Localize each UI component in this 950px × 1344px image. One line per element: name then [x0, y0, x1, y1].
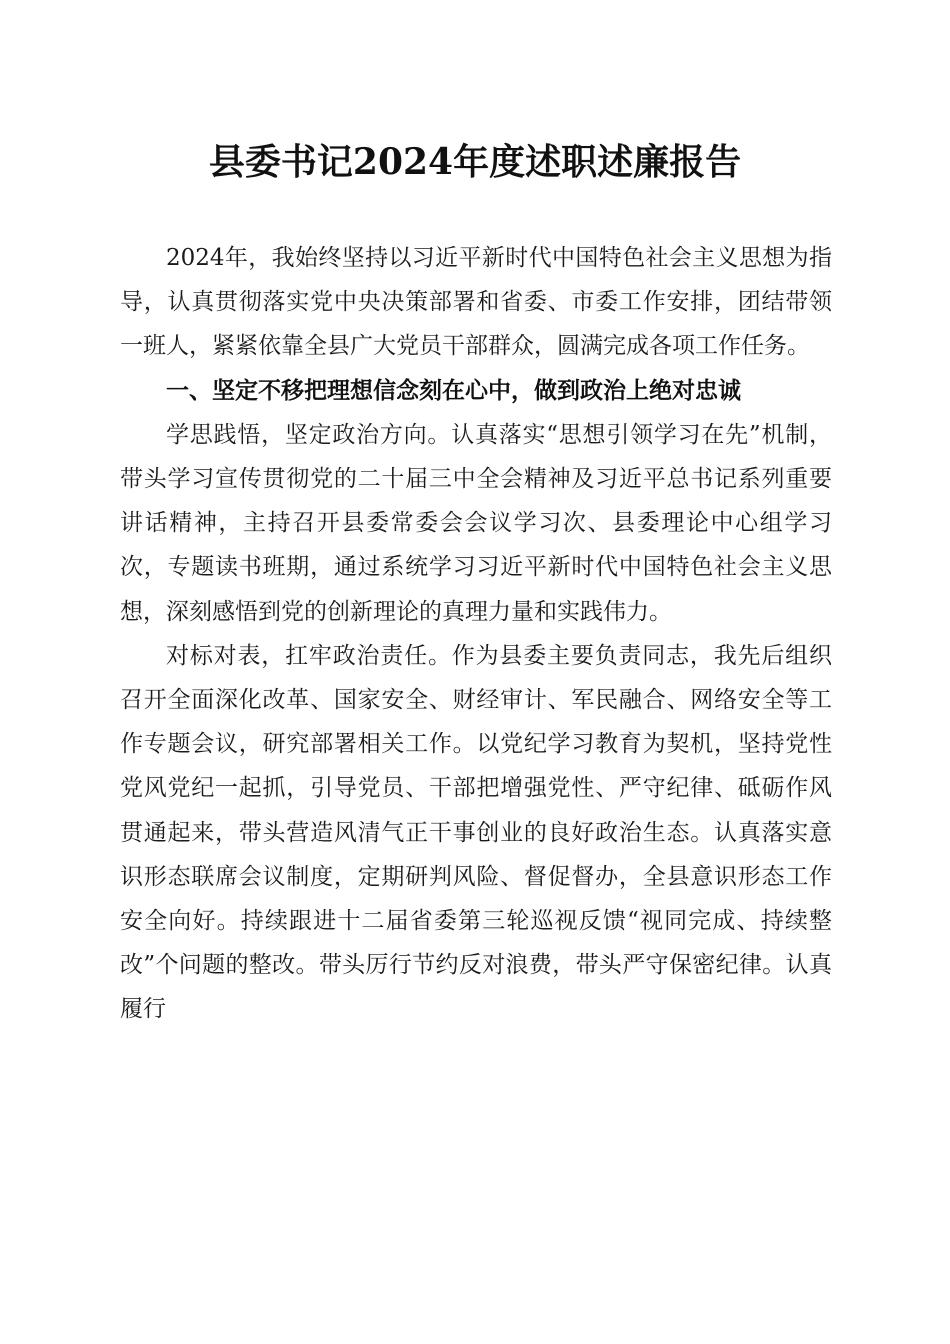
- section-heading: 一、坚定不移把理想信念刻在心中，做到政治上绝对忠诚: [166, 377, 741, 404]
- document-title: 县委书记2024年度述职述廉报告: [208, 141, 742, 183]
- paragraph: 对标对表，扛牢政治责任。作为县委主要负责同志，我先后组织召开全面深化改革、国家安全、财经审计、军民融合、网络安全等工作专题会议，研究部署相关工作。以党纪学习教育为契机，坚持党性党风党纪一起抓，引导党员、干部把增强党性、严守纪律、砥砺作风贯通起来，带头营造风清气正干事创业的良好政治生态。认真落实意识形态联席会议制度，定期研判风险、督促督办，全县意识形态工作安全向好。持续跟进十二届省委第三轮巡视反馈“视同完成、持续整改”个问题的整改。带头厉行节约反对浪费，带头严守保密纪律。认真履行: [120, 642, 832, 1023]
- paragraph: 学思践悟，坚定政治方向。认真落实“思想引领学习在先”机制，带头学习宣传贯彻党的二十届三中全会精神及习近平总书记系列重要讲话精神，主持召开县委常委会会议学习次、县委理论中心组学习次，专题读书班期，通过系统学习习近平新时代中国特色社会主义思想，深刻感悟到党的创新理论的真理力量和实践伟力。: [120, 421, 832, 625]
- paragraph: 2024年，我始终坚持以习近平新时代中国特色社会主义思想为指导，认真贯彻落实党中央决策部署和省委、市委工作安排，团结带领一班人，紧紧依靠全县广大党员干部群众，圆满完成各项工作任务。: [120, 245, 832, 360]
- document-body: [120, 236, 832, 1032]
